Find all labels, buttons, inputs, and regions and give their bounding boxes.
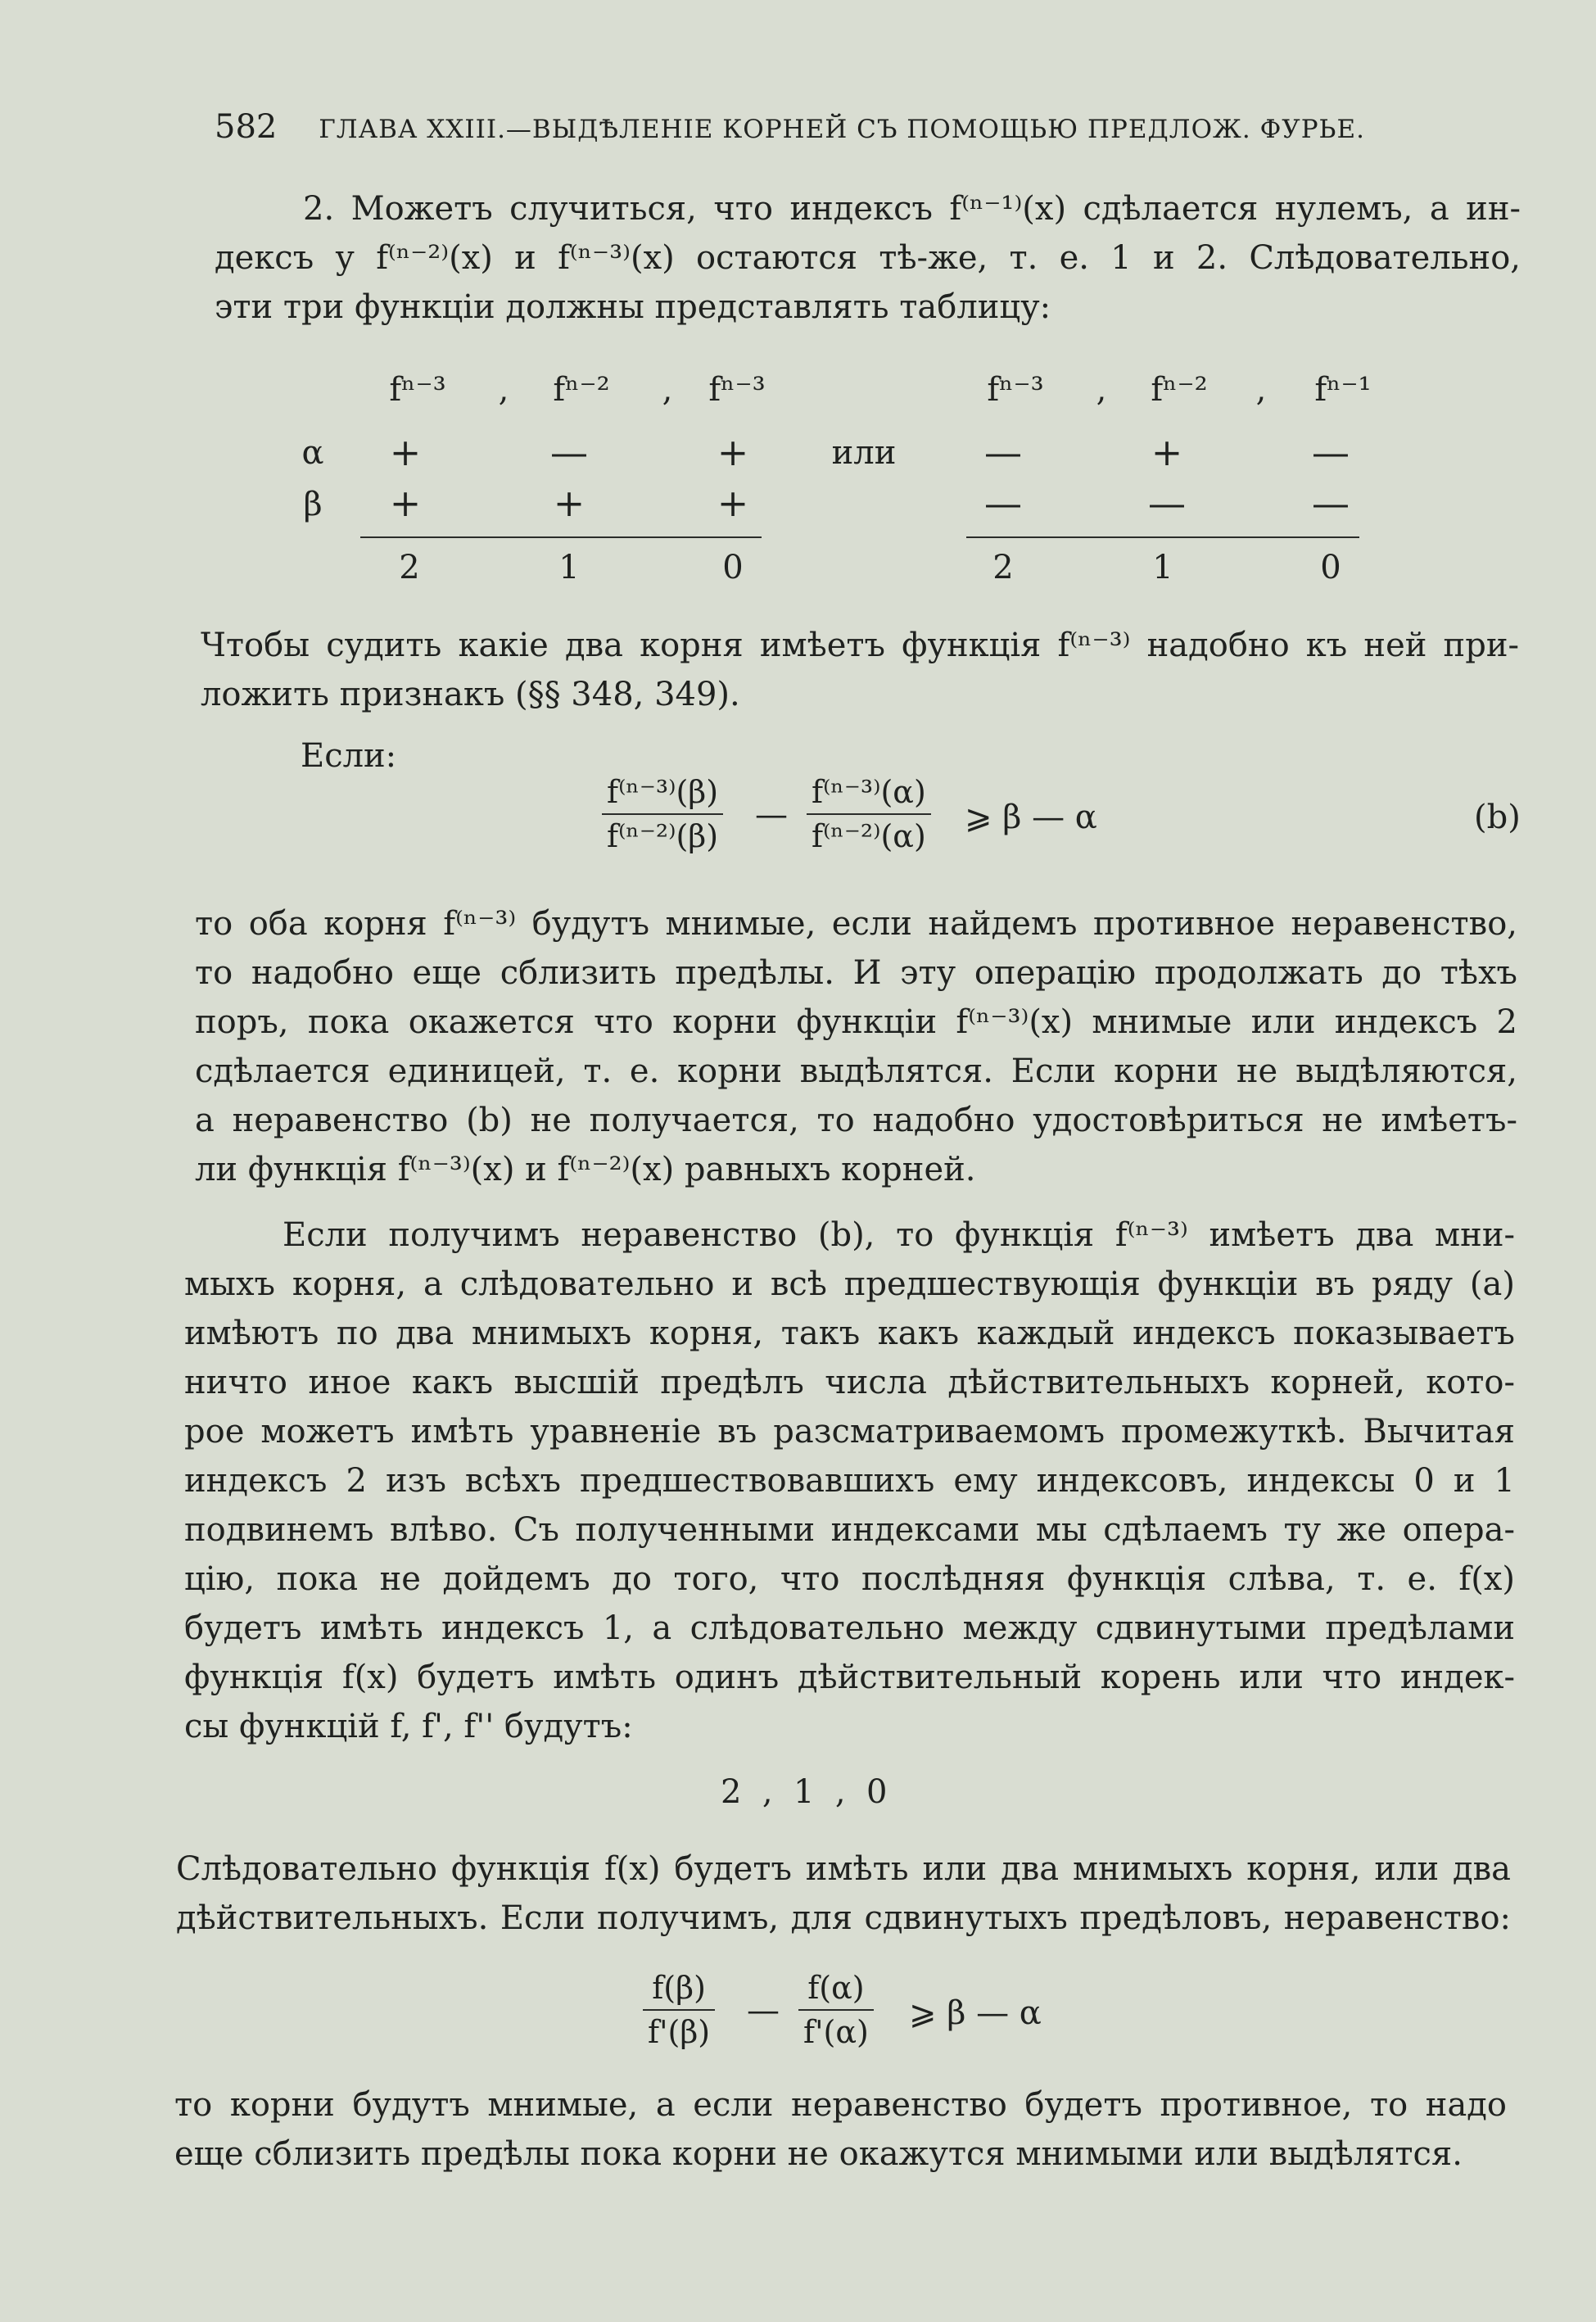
table-rule-right [966, 536, 1359, 538]
text-line: функція f(x) будетъ имѣть одинъ дѣйствительный корень или что индек- [184, 1659, 1515, 1696]
fraction-denominator: f⁽ⁿ⁻²⁾(α) [812, 818, 926, 854]
text-line: мыхъ корня, а слѣдовательно и всѣ предшествующія функціи въ ряду (a) [184, 1265, 1515, 1303]
text-line: Если: [301, 737, 397, 775]
text-line: то надобно еще сблизить предѣлы. И эту операцію продолжать до тѣхъ [195, 954, 1517, 992]
index-cell: 2 [399, 549, 420, 586]
paragraph-5 [176, 1844, 1511, 1943]
index-cell: 0 [1320, 549, 1341, 586]
inequality-rhs: ⩾ β — α [909, 1994, 1042, 2032]
minus-sign: — [747, 1992, 780, 2030]
text-line: цію, пока не дойдемъ до того, что послѣдняя функція слѣва, т. е. f(x) [184, 1560, 1515, 1598]
table-header-comma: , [1096, 371, 1107, 409]
sign-cell: + [1151, 430, 1183, 474]
fraction-2 [807, 774, 931, 854]
fraction-3 [643, 1970, 715, 2050]
table-header: fⁿ⁻³ [389, 371, 446, 409]
text-line: поръ, пока окажется что корни функціи f⁽ⁿ⁻³⁾(x) мнимые или индексъ 2 [195, 1003, 1517, 1041]
sign-cell: + [717, 481, 749, 525]
sign-cell: — [1148, 481, 1186, 525]
text-line: дѣйствительныхъ. Если получимъ, для сдвинутыхъ предѣловъ, неравенство: [176, 1899, 1511, 1937]
esli-label [301, 731, 396, 781]
text-line: рое можетъ имѣть уравненіе въ разсматриваемомъ промежуткѣ. Вычитая [184, 1413, 1515, 1451]
paragraph-1 [215, 184, 1521, 332]
text-line: Чтобы судить какіе два корня имѣетъ функція f⁽ⁿ⁻³⁾ надобно къ ней при- [201, 627, 1519, 664]
paragraph-3 [195, 899, 1517, 1194]
text-line: будетъ имѣть индексъ 1, а слѣдовательно между сдвинутыми предѣлами [184, 1609, 1515, 1647]
fraction-bar [643, 2009, 715, 2011]
text-line: еще сблизить предѣлы пока корни не окажутся мнимыми или выдѣлятся. [174, 2135, 1463, 2173]
fraction-bar [807, 813, 931, 815]
text-line: Слѣдовательно функція f(x) будетъ имѣть или два мнимыхъ корня, или два [176, 1850, 1511, 1888]
page-number: 582 [215, 108, 278, 146]
index-cell: 1 [558, 549, 580, 586]
text-line: ли функція f⁽ⁿ⁻³⁾(x) и f⁽ⁿ⁻²⁾(x) равныхъ корней. [195, 1151, 976, 1188]
text-line: сдѣлается единицей, т. е. корни выдѣлятся. Если корни не выдѣляются, [195, 1052, 1517, 1090]
sign-cell: — [1312, 430, 1350, 474]
text-line: сы функцій f, f', f'' будутъ: [184, 1708, 633, 1745]
table-header: fⁿ⁻² [1151, 371, 1208, 409]
table-header-comma: , [662, 371, 673, 409]
text-line: дексъ у f⁽ⁿ⁻²⁾(x) и f⁽ⁿ⁻³⁾(x) остаются тѣ-же, т. е. 1 и 2. Слѣдовательно, [215, 239, 1521, 277]
sign-cell: — [984, 430, 1022, 474]
paragraph-4 [184, 1211, 1515, 1751]
text-line: индексъ 2 изъ всѣхъ предшествовавшихъ ему индексовъ, индексы 0 и 1 [184, 1462, 1515, 1500]
text-line: ничто иное какъ высшій предѣлъ числа дѣйствительныхъ корней, кото- [184, 1364, 1515, 1401]
paragraph-6 [174, 2080, 1507, 2179]
text-line: эти три функціи должны представлять таблицу: [215, 288, 1051, 326]
sign-cell: — [1312, 481, 1350, 525]
fraction-numerator: f⁽ⁿ⁻³⁾(α) [812, 774, 926, 810]
indices-line: 2 , 1 , 0 [721, 1773, 888, 1811]
row-label-beta: β [303, 486, 323, 523]
text-line: Если получимъ неравенство (b), то функція f⁽ⁿ⁻³⁾ имѣетъ два мни- [283, 1216, 1515, 1254]
fraction-denominator: f⁽ⁿ⁻²⁾(β) [607, 818, 719, 854]
row-label-alpha: α [301, 434, 324, 472]
index-cell: 0 [722, 549, 744, 586]
fraction-denominator: f'(α) [803, 2014, 869, 2050]
table-header: fⁿ⁻³ [987, 371, 1044, 409]
text-line: а неравенство (b) не получается, то надобно удостовѣриться не имѣетъ- [195, 1102, 1517, 1139]
text-line: то корни будутъ мнимые, а если неравенство будетъ противное, то надо [174, 2086, 1507, 2124]
table-connector: или [831, 434, 897, 472]
text-line: 2. Можетъ случиться, что индексъ f⁽ⁿ⁻¹⁾(x) сдѣлается нулемъ, а ин- [303, 190, 1521, 228]
sign-cell: — [550, 430, 588, 474]
inequality-rhs: ⩾ β — α [965, 799, 1097, 836]
fraction-numerator: f(α) [807, 1970, 865, 2006]
sign-cell: — [984, 481, 1022, 525]
fraction-bar [798, 2009, 874, 2011]
fraction-numerator: f(β) [652, 1970, 706, 2006]
text-line: ложить признакъ (§§ 348, 349). [201, 676, 740, 713]
text-line: имѣютъ по два мнимыхъ корня, такъ какъ каждый индексъ показываетъ [184, 1315, 1515, 1352]
minus-sign: — [755, 796, 788, 834]
sign-cell: + [389, 430, 422, 474]
running-header [215, 108, 1418, 146]
table-header-comma: , [498, 371, 509, 409]
fraction-bar [602, 813, 723, 815]
table-header-comma: , [1255, 371, 1267, 409]
fraction-4 [798, 1970, 874, 2050]
paragraph-2 [201, 621, 1519, 719]
fraction-1 [602, 774, 723, 854]
equation-label: (b) [1474, 799, 1521, 836]
fraction-denominator: f'(β) [648, 2014, 711, 2050]
running-title: ГЛАВА XXIII.—ВЫДѢЛЕНІЕ КОРНЕЙ СЪ ПОМОЩЬЮ ПРЕДЛОЖ. ФУРЬЕ. [319, 115, 1365, 144]
index-cell: 2 [992, 549, 1014, 586]
table-header: fⁿ⁻² [553, 371, 610, 409]
table-rule-left [360, 536, 762, 538]
index-cell: 1 [1152, 549, 1173, 586]
table-header: fⁿ⁻¹ [1314, 371, 1372, 409]
fraction-numerator: f⁽ⁿ⁻³⁾(β) [607, 774, 719, 810]
sign-cell: + [717, 430, 749, 474]
text-line: то оба корня f⁽ⁿ⁻³⁾ будутъ мнимые, если найдемъ противное неравенство, [195, 905, 1517, 943]
sign-cell: + [389, 481, 422, 525]
sign-cell: + [553, 481, 586, 525]
table-header: fⁿ⁻³ [708, 371, 766, 409]
text-line: подвинемъ влѣво. Съ полученными индексами мы сдѣлаемъ ту же опера- [184, 1511, 1515, 1549]
